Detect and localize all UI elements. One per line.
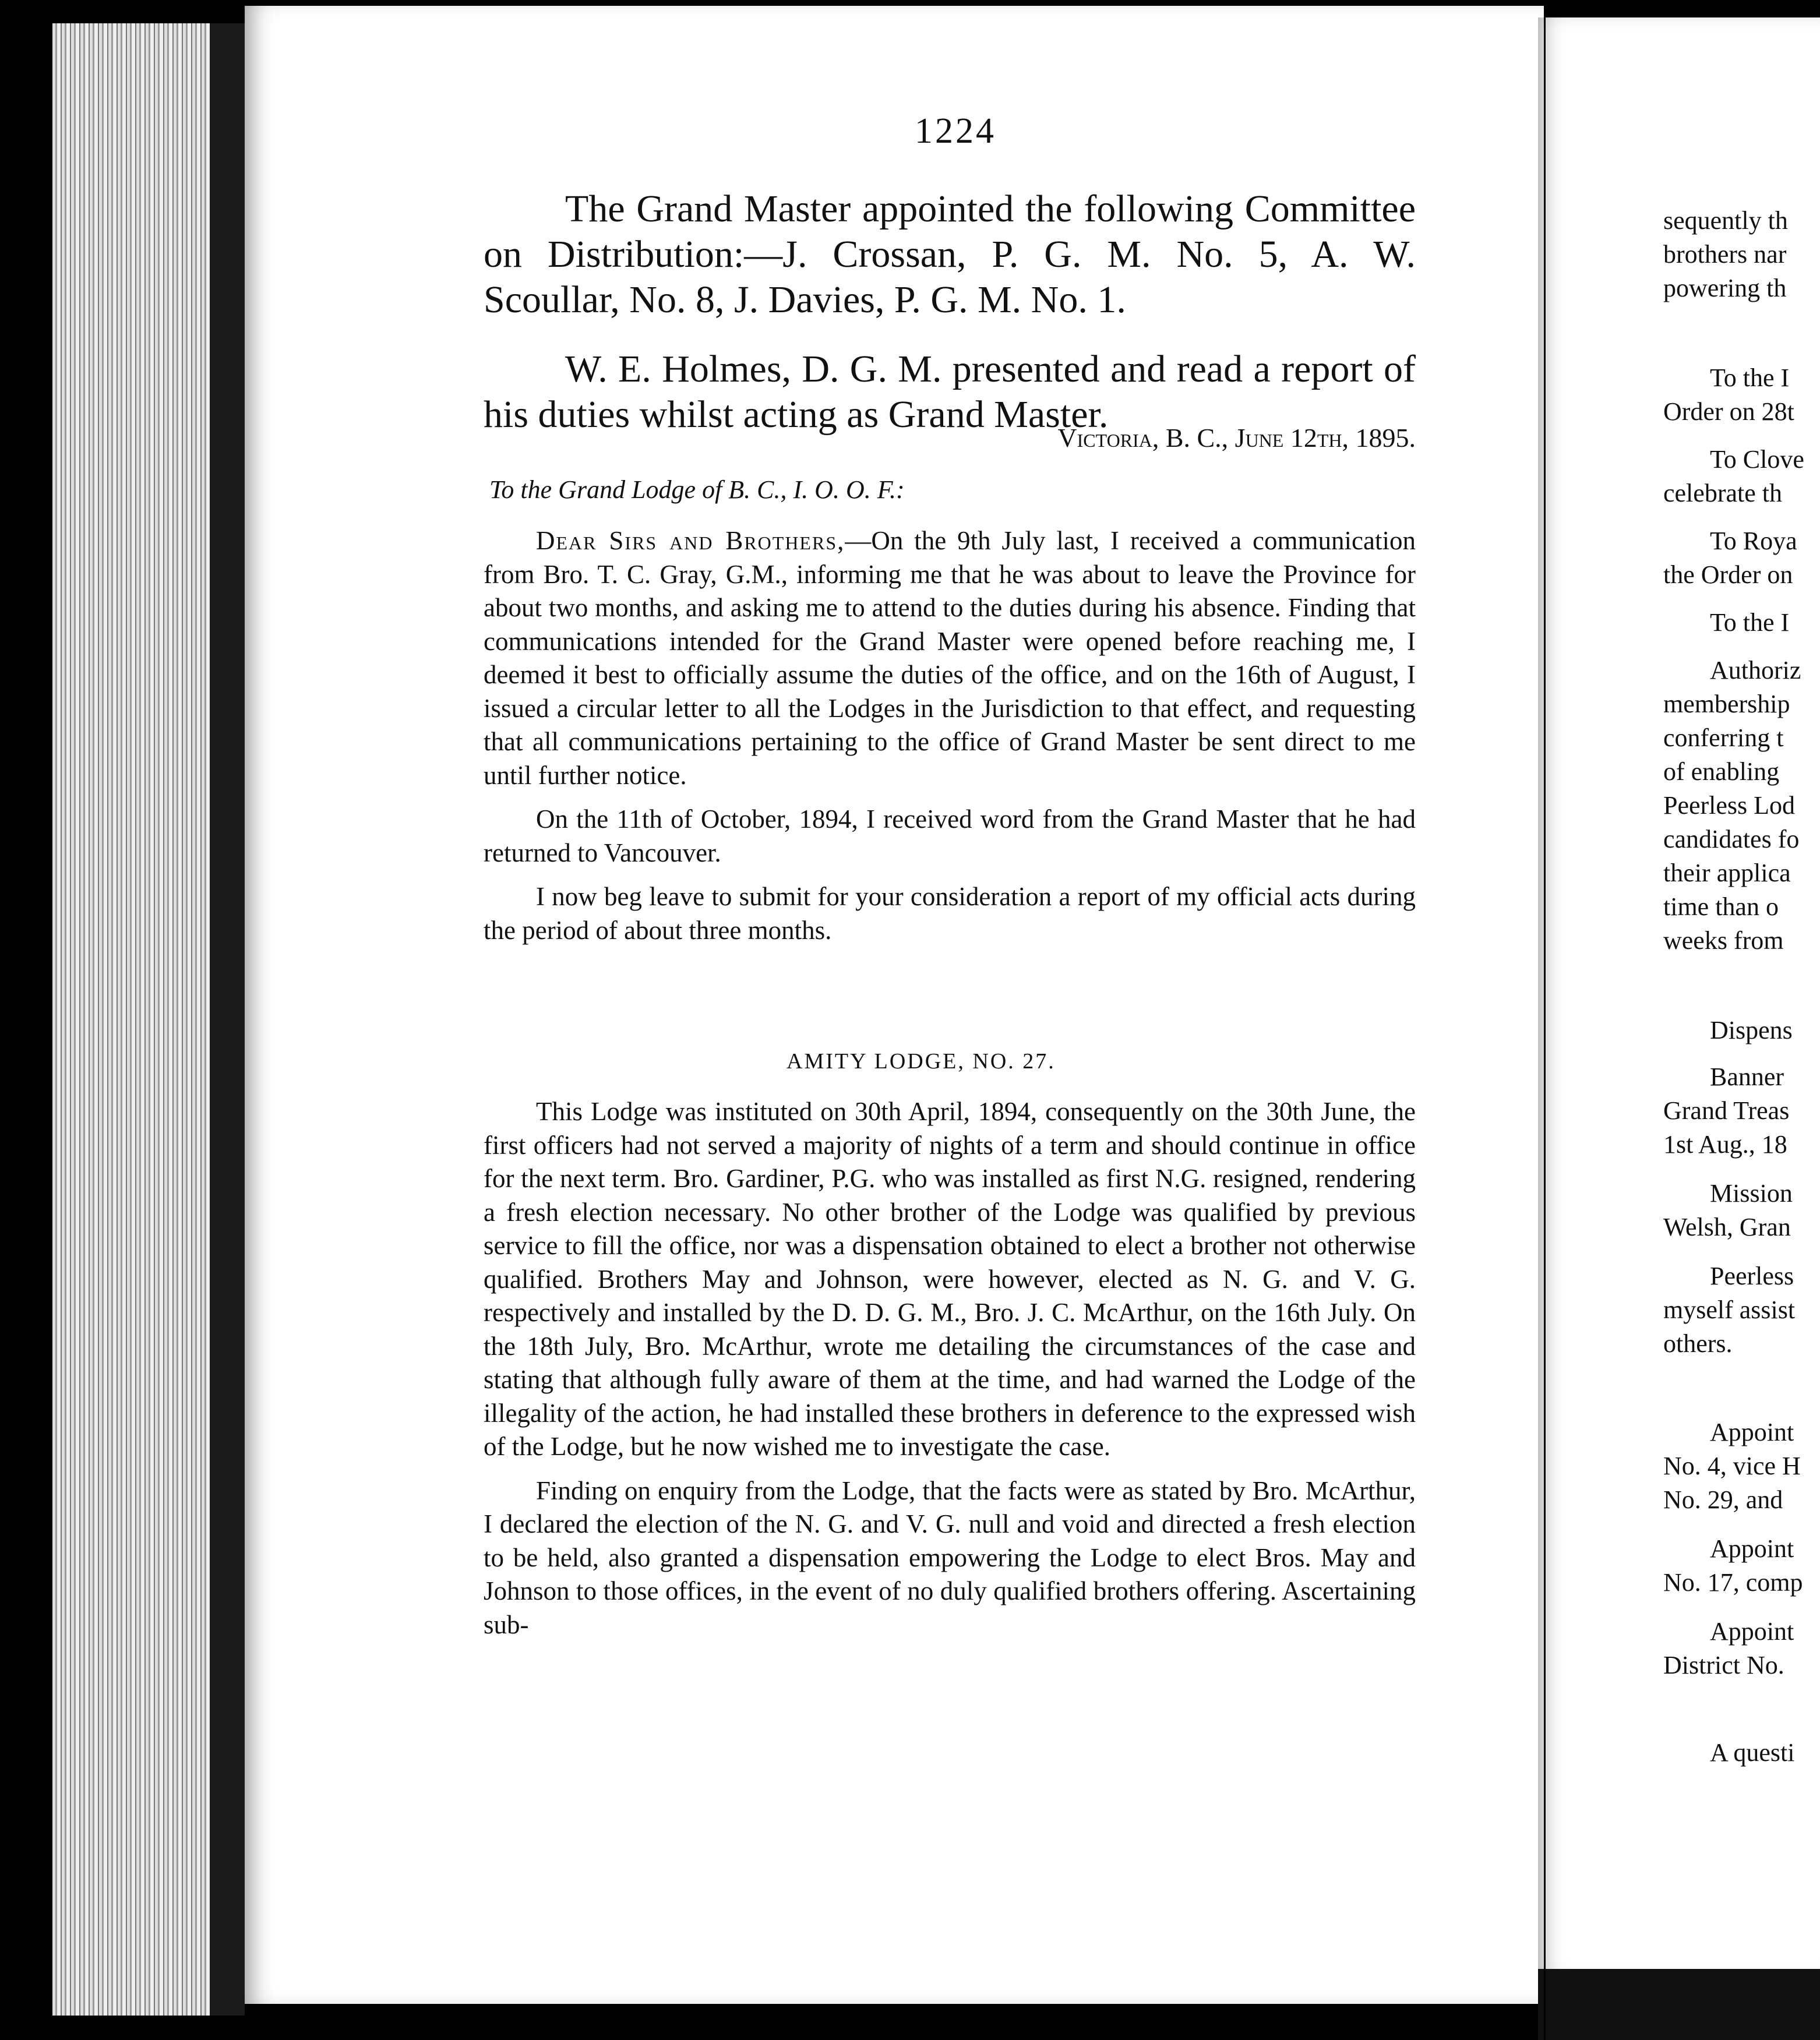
facing-line: myself assist <box>1663 1296 1796 1324</box>
facing-line: No. 29, and <box>1663 1485 1783 1514</box>
facing-line: Appoint <box>1710 1617 1794 1646</box>
paragraph-3: I now beg leave to submit for your consideration a report of my official acts during the period of about three months. <box>484 882 1416 945</box>
facing-line: Banner <box>1710 1063 1784 1091</box>
greeting: Dear Sirs and Brothers, <box>536 526 845 555</box>
facing-page-text <box>1663 198 1820 1829</box>
facing-line: No. 4, vice H <box>1663 1452 1801 1480</box>
letter-body-2 <box>484 1095 1416 1652</box>
facing-line: conferring t <box>1663 723 1784 752</box>
facing-line: Appoint <box>1710 1534 1794 1563</box>
facing-line: others. <box>1663 1329 1733 1358</box>
facing-line: 1st Aug., 18 <box>1663 1130 1787 1159</box>
paragraph-4: This Lodge was instituted on 30th April, 1894, consequently on the 30th June, the first officers had not served a majority of nights of a term and should continue in office for the next term. Bro. Gardiner, P.G. who was installed as first N.G. resigned, rendering a fresh election necessary. No other brother of the Lodge was qualified by previous service to fill the office, nor was a dispensation obtained to elect a brother not otherwise qualified. Brothers May and Johnson, were however, elected as N. G. and V. G. respectively and installed by the D. D. G. M., Bro. J. C. McArthur, on the 16th July. On the 18th July, Bro. McArthur, wrote me detailing the circumstances of the case and stating that although fully aware of them at the time, and had warned the Lodge of the illegality of the action, he had installed these brothers in deference to the expressed wish of the Lodge, but he now wished me to investigate the case. <box>484 1097 1416 1461</box>
facing-line: Dispens <box>1710 1016 1793 1044</box>
letter-dateline: Victoria, B. C., June 12th, 1895. <box>1057 423 1416 453</box>
section-heading: AMITY LODGE, NO. 27. <box>786 1049 1056 1074</box>
paragraph-5: Finding on enquiry from the Lodge, that the facts were as stated by Bro. McArthur, I declared the election of the N. G. and V. G. null and void and directed a fresh election to be held, also granted a dispensation empowering the Lodge to elect Bros. May and Johnson to those offices, in the event of no duly qualified brothers offering. Ascertaining sub- <box>484 1476 1416 1639</box>
facing-line: No. 17, comp <box>1663 1568 1803 1597</box>
paragraph-2: On the 11th of October, 1894, I received word from the Grand Master that he had returned to Vancouver. <box>484 804 1416 867</box>
holmes-paragraph: W. E. Holmes, D. G. M. presented and read a report of his duties whilst acting as Grand Master. <box>484 348 1416 436</box>
facing-line: To Roya <box>1710 527 1797 555</box>
facing-line: Grand Treas <box>1663 1096 1790 1125</box>
facing-line: candidates fo <box>1663 825 1800 853</box>
committee-paragraph: The Grand Master appointed the following Committee on Distribution:—J. Crossan, P. G. M. No. 5, A. W. Scoullar, No. 8, J. Davies, P. G. M. No. 1. <box>484 188 1416 321</box>
facing-line: Peerless Lod <box>1663 791 1796 820</box>
facing-line: celebrate th <box>1663 479 1782 507</box>
facing-line: To Clove <box>1710 445 1804 474</box>
facing-line: To the I <box>1710 608 1790 637</box>
letter-body-1 <box>484 524 1416 958</box>
gutter <box>1544 0 1546 2040</box>
facing-line: District No. <box>1663 1651 1784 1679</box>
facing-line: the Order on <box>1663 560 1793 589</box>
facing-line: Welsh, Gran <box>1663 1213 1791 1241</box>
facing-line: weeks from <box>1663 926 1784 955</box>
facing-line: membership <box>1663 690 1790 718</box>
facing-line: brothers nar <box>1663 240 1787 269</box>
facing-line: Peerless <box>1710 1262 1794 1290</box>
facing-line: To the I <box>1710 363 1790 392</box>
bottom-shadow <box>1538 1969 1820 2040</box>
binding-shadow <box>210 23 245 2016</box>
facing-line: Authoriz <box>1710 656 1801 684</box>
paragraph-1 <box>484 524 1416 792</box>
facing-line: Mission <box>1710 1179 1793 1208</box>
facing-line: time than o <box>1663 892 1779 921</box>
facing-line: powering th <box>1663 274 1787 302</box>
facing-line: Order on 28t <box>1663 397 1794 426</box>
facing-line: Appoint <box>1710 1418 1794 1446</box>
facing-line: sequently th <box>1663 206 1788 235</box>
facing-line: A questi <box>1710 1738 1795 1767</box>
facing-line: their applica <box>1663 859 1791 887</box>
letter-salutation: To the Grand Lodge of B. C., I. O. O. F.: <box>489 475 905 504</box>
page-number: 1224 <box>915 111 996 151</box>
facing-line: of enabling <box>1663 757 1780 786</box>
paragraph-1-text: —On the 9th July last, I received a communication from Bro. T. C. Gray, G.M., informing me that he was about to leave the Province for about two months, and asking me to attend to the duties during his absence. Finding that communications intended for the Grand Master were opened before reaching me, I deemed it best to officially assume the duties of the office, and on the 16th of August, I issued a circular letter to all the Lodges in the Jurisdiction to that effect, and requesting that all communications pertaining to the office of Grand Master be sent direct to me until further notice. <box>484 526 1416 790</box>
